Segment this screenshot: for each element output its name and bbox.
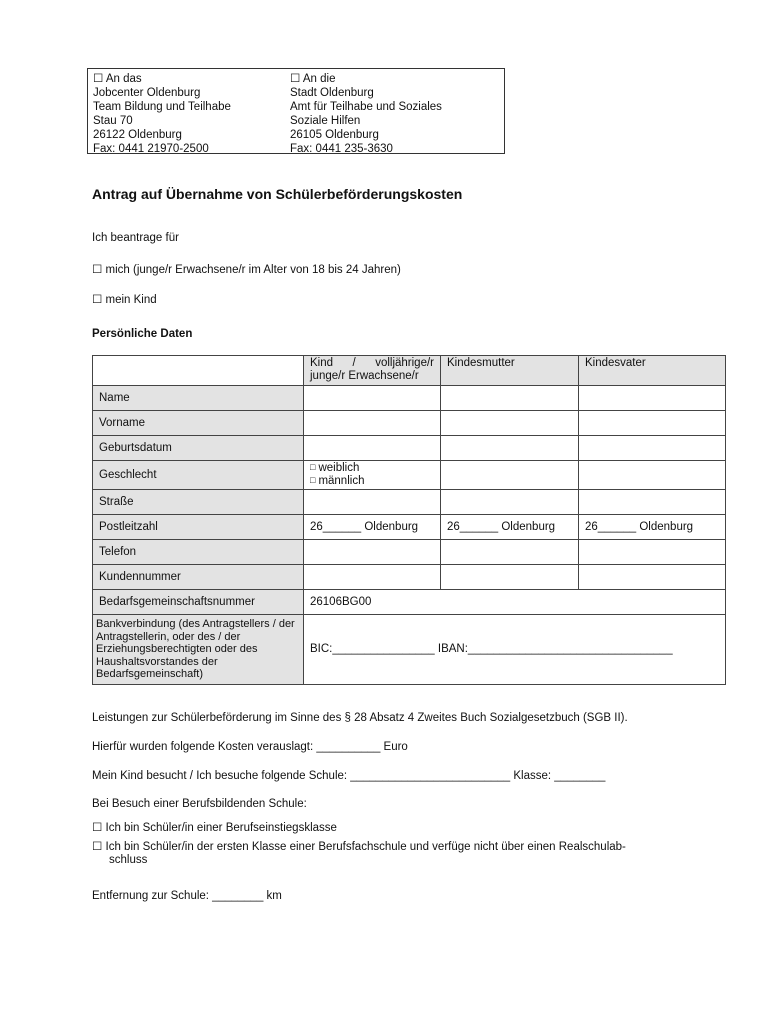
address-stadt <box>290 72 442 156</box>
checkbox-berufseinstieg[interactable]: ☐ <box>92 822 103 834</box>
intro-text: Ich beantrage für <box>92 232 179 244</box>
table-header-row <box>93 356 726 386</box>
section-title: Persönliche Daten <box>92 328 193 340</box>
address-line: Soziale Hilfen <box>290 115 361 127</box>
input-geburtsdatum-vater[interactable] <box>579 436 726 461</box>
input-kundennummer-kind[interactable] <box>304 565 441 590</box>
table-row <box>93 386 726 411</box>
input-kundennummer-vater[interactable] <box>579 565 726 590</box>
address-line: Fax: 0441 21970-2500 <box>93 143 209 155</box>
row-label-bg: Bedarfsgemeinschaftsnummer <box>93 590 304 615</box>
input-bg-nummer[interactable]: 26106BG00 <box>304 590 726 615</box>
input-strasse-vater[interactable] <box>579 490 726 515</box>
input-strasse-mutter[interactable] <box>441 490 579 515</box>
checkbox-maennlich[interactable]: □ <box>310 475 316 485</box>
option-self <box>92 262 401 276</box>
input-geburtsdatum-kind[interactable] <box>304 436 441 461</box>
input-telefon-kind[interactable] <box>304 540 441 565</box>
row-label-plz: Postleitzahl <box>93 515 304 540</box>
input-plz-mutter[interactable]: 26______ Oldenburg <box>441 515 579 540</box>
para-entfernung[interactable]: Entfernung zur Schule: ________ km <box>92 890 282 902</box>
address-line: 26122 Oldenburg <box>93 129 182 141</box>
option-berufseinstieg-label: Ich bin Schüler/in einer Berufseinstiegsklasse <box>105 822 337 834</box>
header-mutter: Kindesmutter <box>441 356 579 386</box>
address-jobcenter <box>93 72 231 156</box>
input-kundennummer-mutter[interactable] <box>441 565 579 590</box>
row-label-bank: Bankverbindung (des Antragstellers / der Antragstellerin, oder des / der Erziehungsberechtigten oder des Haushaltsvorstandes der Bedarfsgemeinschaft) <box>93 615 304 685</box>
address-line: Team Bildung und Teilhabe <box>93 101 231 113</box>
checkbox-stadt[interactable]: ☐ <box>290 73 301 85</box>
para-schule[interactable]: Mein Kind besucht / Ich besuche folgende Schule: _________________________ Klasse: ________ <box>92 770 606 782</box>
geschlecht-options <box>304 461 441 490</box>
option-berufsfachschule-cont: schluss <box>109 854 148 866</box>
input-geschlecht-vater[interactable] <box>579 461 726 490</box>
option-berufseinstieg <box>92 820 337 834</box>
row-label-strasse: Straße <box>93 490 304 515</box>
table-row <box>93 411 726 436</box>
header-vater: Kindesvater <box>579 356 726 386</box>
table-row <box>93 515 726 540</box>
checkbox-weiblich[interactable]: □ <box>310 462 316 472</box>
input-plz-kind[interactable]: 26______ Oldenburg <box>304 515 441 540</box>
para-leistungen: Leistungen zur Schülerbeförderung im Sinne des § 28 Absatz 4 Zweites Buch Sozialgesetzbuch (SGB II). <box>92 712 628 724</box>
address-line: Stadt Oldenburg <box>290 87 374 99</box>
input-plz-vater[interactable]: 26______ Oldenburg <box>579 515 726 540</box>
checkbox-self[interactable]: ☐ <box>92 264 103 276</box>
address-line: 26105 Oldenburg <box>290 129 379 141</box>
input-geschlecht-mutter[interactable] <box>441 461 579 490</box>
option-berufsfachschule-label: Ich bin Schüler/in der ersten Klasse einer Berufsfachschule und verfüge nicht über einen Realschulab- <box>105 841 626 853</box>
row-label-name: Name <box>93 386 304 411</box>
table-row <box>93 490 726 515</box>
input-bankverbindung[interactable]: BIC:________________ IBAN:________________________________ <box>304 615 726 685</box>
table-row <box>93 540 726 565</box>
input-name-mutter[interactable] <box>441 386 579 411</box>
address-line: Stau 70 <box>93 115 133 127</box>
para-kosten[interactable]: Hierfür wurden folgende Kosten verauslagt: __________ Euro <box>92 741 408 753</box>
option-self-label: mich (junge/r Erwachsene/r im Alter von 18 bis 24 Jahren) <box>105 264 401 276</box>
checkbox-berufsfachschule[interactable]: ☐ <box>92 841 103 853</box>
row-label-geschlecht: Geschlecht <box>93 461 304 490</box>
input-strasse-kind[interactable] <box>304 490 441 515</box>
input-name-vater[interactable] <box>579 386 726 411</box>
table-row <box>93 590 726 615</box>
input-telefon-mutter[interactable] <box>441 540 579 565</box>
header-empty-cell <box>93 356 304 386</box>
option-child-label: mein Kind <box>105 294 157 306</box>
row-label-telefon: Telefon <box>93 540 304 565</box>
table-row <box>93 461 726 490</box>
row-label-geburtsdatum: Geburtsdatum <box>93 436 304 461</box>
option-child <box>92 292 157 306</box>
input-telefon-vater[interactable] <box>579 540 726 565</box>
input-vorname-vater[interactable] <box>579 411 726 436</box>
input-vorname-mutter[interactable] <box>441 411 579 436</box>
address-line: Amt für Teilhabe und Soziales <box>290 101 442 113</box>
input-geburtsdatum-mutter[interactable] <box>441 436 579 461</box>
para-berufsschule: Bei Besuch einer Berufsbildenden Schule: <box>92 798 307 810</box>
address-line: Fax: 0441 235-3630 <box>290 143 393 155</box>
personal-data-table <box>92 355 726 685</box>
input-vorname-kind[interactable] <box>304 411 441 436</box>
row-label-vorname: Vorname <box>93 411 304 436</box>
checkbox-child[interactable]: ☐ <box>92 294 103 306</box>
row-label-kundennummer: Kundennummer <box>93 565 304 590</box>
checkbox-jobcenter[interactable]: ☐ <box>93 73 104 85</box>
form-title: Antrag auf Übernahme von Schülerbeförderungskosten <box>92 186 463 202</box>
input-name-kind[interactable] <box>304 386 441 411</box>
label-weiblich: weiblich <box>318 462 360 474</box>
option-berufsfachschule <box>92 839 626 853</box>
address-line: An die <box>302 73 336 85</box>
address-line: Jobcenter Oldenburg <box>93 87 201 99</box>
header-kind: Kind / volljährige/r junge/r Erwachsene/r <box>304 356 441 386</box>
table-row <box>93 615 726 685</box>
table-row <box>93 565 726 590</box>
table-row <box>93 436 726 461</box>
label-maennlich: männlich <box>318 475 365 487</box>
address-line: An das <box>105 73 142 85</box>
address-box <box>87 68 505 154</box>
